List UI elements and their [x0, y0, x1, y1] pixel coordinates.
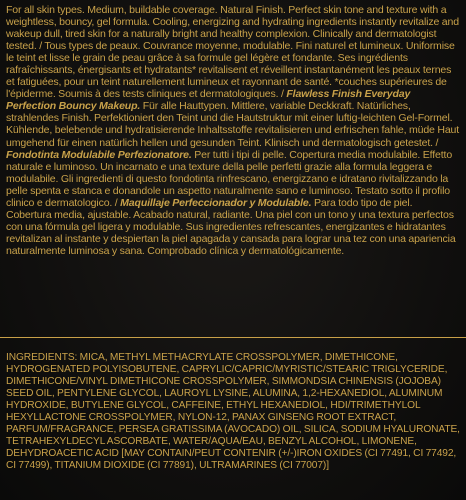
- product-name-de: Flawless Finish Everyday Perfection Bouncy Makeup.: [6, 88, 411, 113]
- description-de: Für alle Hauttypen. Mittlere, variable Deckkraft. Natürliches, strahlendes Finish. Perfektioniert den Teint und die Hautstruktur mit einer luftig-leichten Gel-Formel. Kühlende, belebende und hydratisierende Inhaltsstoffe revitalisieren und erfrischen fahle, müde Haut umgehend für einen natürlich hellen und gesunden Teint. Klinisch und dermatologisch getestet.: [6, 100, 460, 149]
- description-it: Per tutti i tipi di pelle. Copertura media modulabile. Effetto naturale e luminoso. Un incarnato e una texture della pelle perfetti grazie alla formula leggera e modulabile. Gli ingredienti di questo fondotinta rinfrescano, energizzano e idratano rivitalizzando la pelle spenta e stanca e donandole un aspetto naturalmente sano e luminoso. Testato sotto il profilo clinico e dermatologico.: [6, 148, 453, 209]
- product-description: For all skin types. Medium, buildable coverage. Natural Finish. Perfect skin tone and texture with a weightless, bouncy, gel formula. Cooling, energizing and hydrating ingredients instantly revitalize and wakeup dull, tired skin for a naturally bright and healthy complexion. Clinically and dermatologist tested. / Tous types de peaux. Couvrance moyenne, modulable. Fini naturel et lumineux. Uniformise le teint et lisse le grain de peau grâce à sa formule gel légère et fondante. Ses ingrédients rafraîchissants, énergisants et hydratants* revitalisent et réveillent instantanément les peaux ternes et fatiguées, pour un teint naturellement lumineux et rayonnant de santé. *couches supérieures de l'épiderme. Soumis à des tests cliniques et dermatologiques. / Flawless Finish Everyday Perfection Bouncy Makeup. Für alle Hauttypen. Mittlere, variable Deckkraft. Natürliches, strahlendes Finish. Perfektioniert den Teint und die Hautstruktur mit einer luftig-leichten Gel-Formel. Kühlende, belebende und hydratisierende Inhaltsstoffe revitalisieren und erfrischen fahle, müde Haut umgehend für einen natürlich hellen und gesunden Teint. Klinisch und dermatologisch getestet. / Fondotinta Modulabile Perfezionatore. Per tutti i tipi di pelle. Copertura media modulabile. Effetto naturale e luminoso. Un incarnato e una texture della pelle perfetti grazie alla formula leggera e modulabile. Gli ingredienti di questo fondotinta rinfrescano, energizzano e idratano rivitalizzando la pelle spenta e stanca e donandole un aspetto naturalmente sano e luminoso. Testato sotto il profilo clinico e dermatologico. / Maquillaje Perfeccionador y Modulable. Para todo tipo de piel. Cobertura media, ajustable. Acabado natural, radiante. Una piel con un tono y una textura perfectos con una fórmula gel ligera y modulable. Sus ingredientes refrescantes, energizantes e hidratantes revitalizan al instante y despiertan la piel apagada y cansada para lograr una tez con una apariencia naturalmente luminosa y sana. Comprobado clínica y dermatológicamente.: [6, 4, 460, 257]
- product-name-it: Fondotinta Modulabile Perfezionatore.: [6, 148, 192, 161]
- product-name-es: Maquillaje Perfeccionador y Modulable.: [120, 196, 312, 209]
- description-es: Para todo tipo de piel. Cobertura media, ajustable. Acabado natural, radiante. Una piel con un tono y una textura perfectos con una fórmula gel ligera y modulable. Sus ingredientes refrescantes, energizantes e hidratantes revitalizan al instante y despiertan la piel apagada y cansada para lograr una tez con una apariencia naturalmente luminosa y sana. Comprobado clínica y dermatológicamente.: [6, 196, 456, 257]
- description-en-fr: For all skin types. Medium, buildable coverage. Natural Finish. Perfect skin tone and texture with a weightless, bouncy, gel formula. Cooling, energizing and hydrating ingredients instantly revitalize and wakeup dull, tired skin for a naturally bright and healthy complexion. Clinically and dermatologist tested. / Tous types de peaux. Couvrance moyenne, modulable. Fini naturel et lumineux. Uniformise le teint et lisse le grain de peau grâce à sa formule gel légère et fondante. Ses ingrédients rafraîchissants, énergisants et hydratants* revitalisent et réveillent instantanément les peaux ternes et fatiguées, pour un teint naturellement lumineux et rayonnant de santé. *couches supérieures de l'épiderme. Soumis à des tests cliniques et dermatologiques.: [6, 4, 459, 101]
- ingredients-list: INGREDIENTS: MICA, METHYL METHACRYLATE CROSSPOLYMER, DIMETHICONE, HYDROGENATED POLYISOBUTENE, CAPRYLIC/CAPRIC/MYRISTIC/STEARIC TRIGLYCERIDE, DIMETHICONE/VINYL DIMETHICONE CROSSPOLYMER, SIMMONDSIA CHINENSIS (JOJOBA) SEED OIL, PENTYLENE GLYCOL, LAUROYL LYSINE, ALUMINA, 1,2-HEXANEDIOL, ALUMINUM HYDROXIDE, BUTYLENE GLYCOL, CAFFEINE, ETHYL HEXANEDIOL, HDI/TRIMETHYLOL HEXYLLACTONE CROSSPOLYMER, NYLON-12, PANAX GINSENG ROOT EXTRACT, PARFUM/FRAGRANCE, PERSEA GRATISSIMA (AVOCADO) OIL, SILICA, SODIUM HYALURONATE, TETRAHEXYLDECYL ASCORBATE, WATER/AQUA/EAU, BENZYL ALCOHOL, LIMONENE, DEHYDROACETIC ACID [MAY CONTAIN/PEUT CONTENIR (+/-)IRON OXIDES (CI 77491, CI 77492, CI 77499), TITANIUM DIOXIDE (CI 77891), ULTRAMARINES (CI 77007)]: [6, 352, 460, 472]
- section-divider: [0, 337, 466, 338]
